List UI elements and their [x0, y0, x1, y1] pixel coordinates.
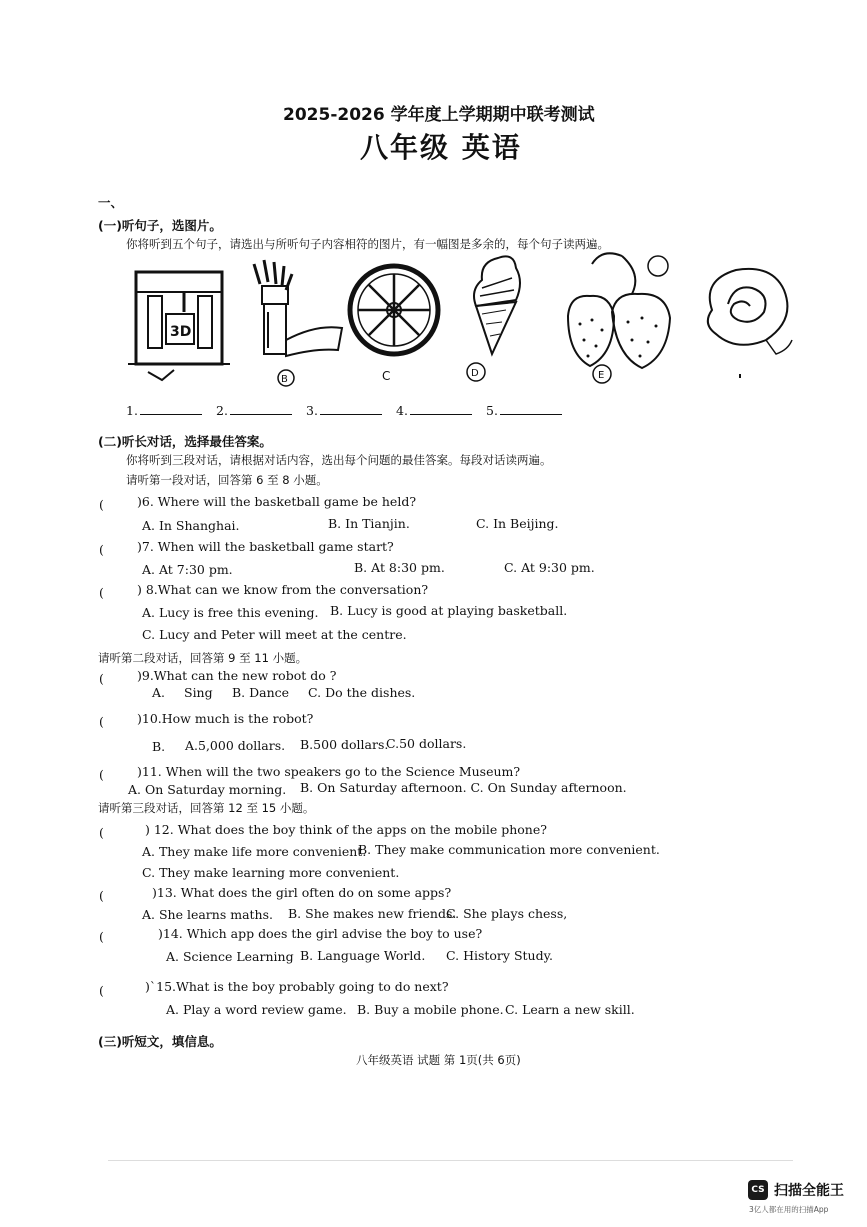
dialogue1-note: 请听第一段对话，回答第 6 至 8 小题。 [126, 473, 328, 487]
printer-3d-picture [128, 262, 230, 386]
q15-paren[interactable]: ( [99, 983, 104, 998]
q10-option-b[interactable]: B.500 dollars. [300, 737, 389, 752]
q13-paren[interactable]: ( [99, 888, 104, 903]
q10-paren[interactable]: ( [99, 714, 104, 729]
q8-option-a[interactable]: A. Lucy is free this evening. [142, 605, 319, 620]
section1-instruction: 你将听到五个句子，请选出与所听句子内容相符的图片，有一幅图是多余的，每个句子读两遍。 [126, 237, 609, 251]
exam-title: 2025-2026 学年度上学期期中联考测试 [283, 105, 595, 125]
q14-option-a[interactable]: A. Science Learning [166, 949, 294, 964]
q14-stem: )14. Which app does the girl advise the boy to use? [158, 926, 483, 941]
q10-prefix: B. [152, 739, 166, 754]
q11-option-a[interactable]: A. On Saturday morning. [128, 782, 287, 797]
part-one-label: 一、 [98, 195, 124, 210]
ice-cream-label: D [471, 368, 479, 379]
q14-paren[interactable]: ( [99, 929, 104, 944]
strawberry-label: E [598, 370, 605, 381]
q8-stem: ) 8.What can we know from the conversation? [137, 582, 429, 597]
q15-option-c[interactable]: C. Learn a new skill. [505, 1002, 635, 1017]
blank-2[interactable] [216, 402, 292, 418]
q7-option-a[interactable]: A. At 7:30 pm. [142, 562, 233, 577]
exam-subtitle: 八年级 英语 [360, 131, 522, 164]
q11-paren[interactable]: ( [99, 767, 104, 782]
robotic-arm-label: B [281, 374, 288, 385]
scanner-name: 扫描全能王 [774, 1183, 844, 1199]
q12-paren[interactable]: ( [99, 825, 104, 840]
strawberry-picture [562, 244, 680, 388]
ice-cream-picture [466, 248, 524, 388]
section2-heading: (二)听长对话，选择最佳答案。 [98, 434, 272, 449]
q14-option-c[interactable]: C. History Study. [446, 948, 553, 963]
q10-option-c[interactable]: C.50 dollars. [386, 736, 467, 751]
q8-option-c[interactable]: C. Lucy and Peter will meet at the centre. [142, 627, 407, 642]
q13-option-b[interactable]: B. She makes new friends. [288, 906, 457, 921]
q12-option-a[interactable]: A. They make life more convenient. [142, 844, 367, 859]
q15-option-a[interactable]: A. Play a word review game. [166, 1002, 347, 1017]
blank-5-number: 5. [486, 403, 498, 418]
wheel-label: C [382, 369, 391, 383]
q12-stem: ) 12. What does the boy think of the apps on the mobile phone? [145, 822, 547, 837]
q8-paren[interactable]: ( [99, 585, 104, 600]
q8-option-b[interactable]: B. Lucy is good at playing basketball. [330, 603, 568, 618]
dialogue3-note: 请听第三段对话，回答第 12 至 15 小题。 [98, 801, 315, 815]
blank-3[interactable] [306, 402, 382, 418]
q6-stem: )6. Where will the basketball game be held? [137, 494, 417, 509]
q11-stem: )11. When will the two speakers go to the Science Museum? [137, 764, 521, 779]
q7-stem: )7. When will the basketball game start? [137, 539, 394, 554]
q9-paren[interactable]: ( [99, 671, 104, 686]
blank-5[interactable] [486, 402, 562, 418]
printer-3d-label: 3D [170, 324, 192, 340]
rose-picture [692, 260, 796, 380]
section1-heading: (一)听句子，选图片。 [98, 218, 222, 233]
q6-option-b[interactable]: B. In Tianjin. [328, 516, 410, 531]
page-info: 八年级英语 试题 第 1页(共 6页) [356, 1053, 521, 1067]
q13-stem: )13. What does the girl often do on some apps? [152, 885, 452, 900]
q6-paren[interactable]: ( [99, 497, 104, 512]
q10-option-a[interactable]: A.5,000 dollars. [185, 738, 286, 753]
q15-option-b[interactable]: B. Buy a mobile phone. [357, 1002, 504, 1017]
scanner-logo-icon: CS [748, 1180, 768, 1200]
scanner-tagline: 3亿人都在用的扫描App [749, 1205, 829, 1214]
wheel-picture [346, 262, 442, 386]
q9-option-b[interactable]: B. Dance [232, 685, 290, 700]
blank-4-number: 4. [396, 403, 408, 418]
q6-option-a[interactable]: A. In Shanghai. [142, 518, 240, 533]
section3-heading: (三)听短文，填信息。 [98, 1034, 222, 1049]
q7-paren[interactable]: ( [99, 542, 104, 557]
q9-option-a[interactable]: A. [152, 685, 166, 700]
q11-option-bc[interactable]: B. On Saturday afternoon. C. On Sunday afternoon. [300, 780, 627, 795]
q14-option-b[interactable]: B. Language World. [300, 948, 426, 963]
q15-stem: )`15.What is the boy probably going to do next? [145, 979, 449, 994]
q13-option-c[interactable]: C. She plays chess, [446, 906, 568, 921]
q10-stem: )10.How much is the robot? [137, 711, 314, 726]
q9-option-c[interactable]: C. Do the dishes. [308, 685, 416, 700]
robotic-arm-picture [246, 254, 346, 388]
q12-option-b[interactable]: B. They make communication more convenient. [358, 842, 660, 857]
blank-2-number: 2. [216, 403, 228, 418]
blank-4[interactable] [396, 402, 472, 418]
q7-option-b[interactable]: B. At 8:30 pm. [354, 560, 445, 575]
blank-1-number: 1. [126, 403, 138, 418]
footer-divider [108, 1160, 793, 1161]
q7-option-c[interactable]: C. At 9:30 pm. [504, 560, 595, 575]
section2-instruction: 你将听到三段对话，请根据对话内容，选出每个问题的最佳答案。每段对话读两遍。 [126, 453, 552, 467]
q9-stem: )9.What can the new robot do ? [137, 668, 337, 683]
q12-option-c[interactable]: C. They make learning more convenient. [142, 865, 400, 880]
q6-option-c[interactable]: C. In Beijing. [476, 516, 559, 531]
q9-option-a-text[interactable]: Sing [184, 685, 213, 700]
blank-1[interactable] [126, 402, 202, 418]
blank-3-number: 3. [306, 403, 318, 418]
dialogue2-note: 请听第二段对话，回答第 9 至 11 小题。 [98, 651, 308, 665]
q13-option-a[interactable]: A. She learns maths. [142, 907, 273, 922]
